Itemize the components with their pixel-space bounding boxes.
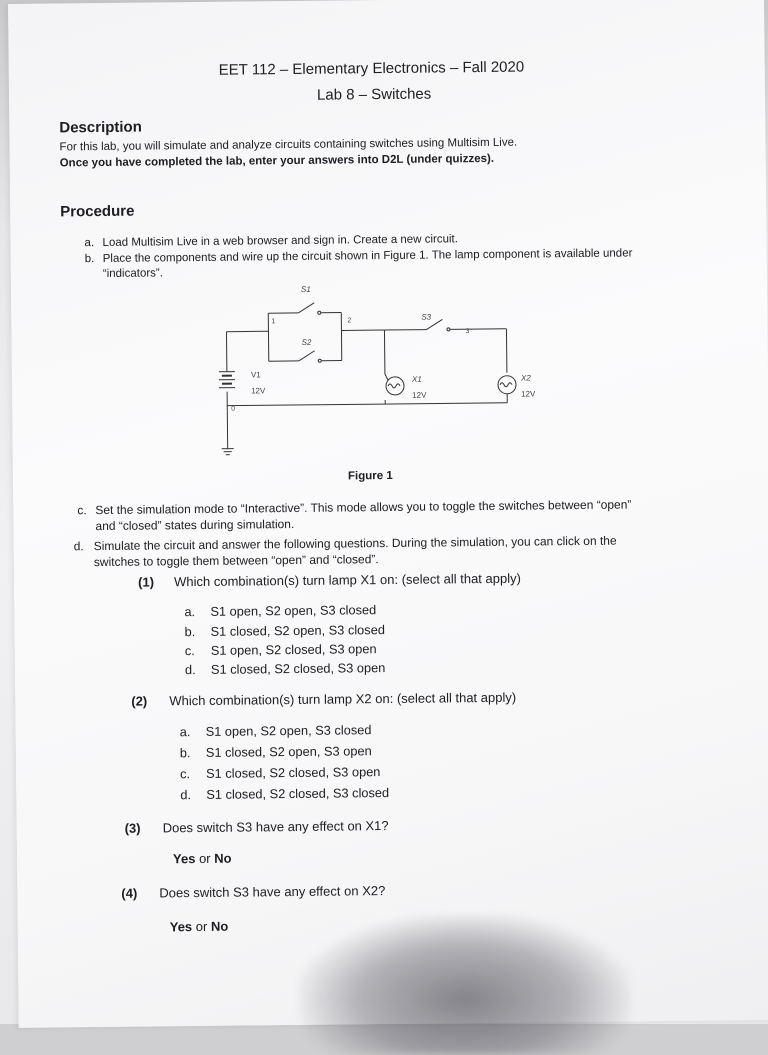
q2-option-d[interactable]: S1 closed, S2 closed, S3 closed [206,785,389,802]
ground-symbol [222,449,234,455]
procedure-letter-b: b. [85,253,95,265]
question-3-text: Does switch S3 have any effect on X1? [163,818,389,835]
switch-s2-blade [299,351,315,361]
question-1-number: (1) [138,574,154,589]
q1-option-c[interactable]: S1 open, S2 closed, S3 open [211,641,377,658]
q2-option-d-letter: d. [180,787,191,802]
q2-option-b-letter: b. [180,745,191,760]
switch-s1-blade [298,303,314,313]
procedure-step-b-cont: “indicators”. [103,267,163,280]
procedure-letter-c: c. [77,503,86,517]
procedure-letter-a: a. [84,237,94,249]
q1-option-a[interactable]: S1 open, S2 open, S3 closed [210,602,376,619]
circuit-diagram [216,280,568,464]
procedure-heading: Procedure [60,203,134,221]
procedure-step-d-cont: switches to toggle them between “open” and “closed”. [94,552,379,569]
label-x2-value: 12V [521,389,536,398]
procedure-step-c-cont: and “closed” states during simulation. [95,517,294,533]
figure-caption: Figure 1 [348,470,393,482]
lab-sheet [8,0,768,1028]
q4-or: or [196,919,208,934]
q4-answer [170,919,229,935]
question-1-text: Which combination(s) turn lamp X1 on: (select all that apply) [174,571,521,590]
page-title: EET 112 – Elementary Electronics – Fall 2020 [219,59,525,79]
wire-branch-left [268,313,269,361]
q2-option-c-letter: c. [180,766,190,781]
question-4-number: (4) [121,886,137,901]
shadow-overlay [300,915,630,1055]
page-subtitle: Lab 8 – Switches [317,86,431,104]
q1-option-d-letter: d. [185,662,196,677]
label-s3: S3 [421,313,431,322]
label-v1-value: 12V [251,386,266,395]
q2-option-a-letter: a. [180,724,191,739]
label-node3: 3 [465,328,469,335]
label-s2: S2 [302,338,312,347]
label-x2: X2 [520,373,531,382]
battery-v1-symbol [219,372,235,388]
label-node1: 1 [271,318,275,325]
q1-option-c-letter: c. [185,643,195,658]
procedure-step-d: Simulate the circuit and answer the following questions. During the simulation, you can click on the [94,534,617,553]
q1-option-b-letter: b. [185,624,196,639]
q4-yes[interactable]: Yes [170,919,193,934]
procedure-letter-d: d. [74,539,84,553]
q1-option-a-letter: a. [184,604,195,619]
lamp-x1-symbol [386,377,404,395]
switch-s2-contact [318,359,321,362]
q2-option-c[interactable]: S1 closed, S2 closed, S3 open [206,764,380,781]
label-s1: S1 [301,285,311,294]
wire-bottom-rail [227,403,507,406]
label-v1: V1 [251,370,261,379]
wire-node3 [450,329,506,330]
switch-s3-contact [447,328,450,331]
question-3-number: (3) [125,821,141,836]
q1-option-d[interactable]: S1 closed, S2 closed, S3 open [211,660,385,677]
label-node0: 0 [231,406,235,413]
label-x1-value: 12V [412,391,427,400]
q3-answer [173,851,232,867]
q3-no[interactable]: No [214,851,231,866]
question-2-text: Which combination(s) turn lamp X2 on: (select all that apply) [169,690,516,709]
q4-no[interactable]: No [211,919,228,934]
question-2-number: (2) [131,694,147,709]
description-instruction: Once you have completed the lab, enter your answers into D2L (under quizzes). [60,153,494,170]
procedure-step-c: Set the simulation mode to “Interactive”. This mode allows you to toggle the switches between “open” [95,497,631,517]
lamp-x2-symbol [498,376,516,394]
label-node2: 2 [347,317,351,324]
question-4-text: Does switch S3 have any effect on X2? [159,883,385,900]
wire-branch-right [341,312,342,360]
q1-option-b[interactable]: S1 closed, S2 open, S3 closed [211,622,385,639]
switch-s1-contact [318,311,321,314]
q2-option-b[interactable]: S1 closed, S2 open, S3 open [206,743,372,760]
description-heading: Description [59,119,142,137]
description-text: For this lab, you will simulate and analyze circuits containing switches using Multisim Live. [59,137,517,154]
q3-yes[interactable]: Yes [173,851,196,866]
q2-option-a[interactable]: S1 open, S2 open, S3 closed [206,722,372,739]
q3-or: or [199,851,211,866]
label-x1: X1 [411,375,422,384]
procedure-step-b: Place the components and wire up the circuit shown in Figure 1. The lamp component is available under [103,247,633,265]
procedure-step-a: Load Multisim Live in a web browser and sign in. Create a new circuit. [102,233,457,249]
wire-left-lower [227,392,228,449]
